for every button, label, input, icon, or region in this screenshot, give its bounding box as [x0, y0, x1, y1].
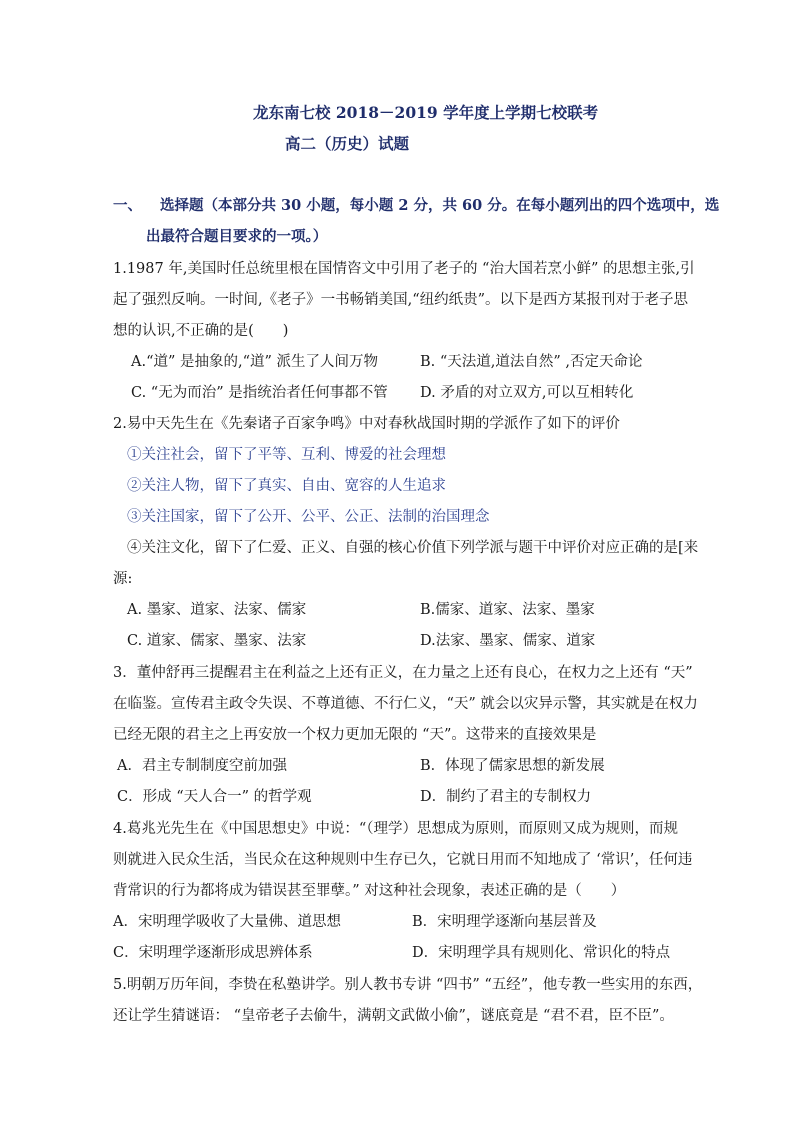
q2-option-c: C. 道家、儒家、墨家、法家: [127, 633, 307, 649]
q1-stem-line1: 1.1987 年,美国时任总统里根在国情咨文中引用了老子的 “治大国若烹小鲜” 的思想主张,引: [113, 261, 695, 277]
q2-item-2: ②关注人物，留下了真实、自由、宽容的人生追求: [127, 478, 446, 494]
q1-option-b: B. “天法道,道法自然” ,否定天命论: [420, 354, 643, 370]
q1-option-a: A.“道” 是抽象的,“道” 派生了人间万物: [131, 354, 379, 370]
q2-option-b: B.儒家、道家、法家、墨家: [420, 602, 595, 618]
q4-option-d: D．宋明理学具有规则化、常识化的特点: [412, 945, 671, 961]
q1-option-d: D. 矛盾的对立双方,可以互相转化: [420, 385, 634, 401]
q3-stem-line3: 已经无限的君主之上再安放一个权力更加无限的 “天”。这带来的直接效果是: [113, 727, 597, 743]
q4-stem-line2: 则就进入民众生活，当民众在这种规则中生存已久，它就日用而不知地成了 ‘常识’，任何违: [113, 852, 693, 868]
q3-stem-line2: 在临鉴。宣传君主政令失误、不尊道德、不行仁义，“天” 就会以灾异示警，其实就是在权力: [113, 696, 698, 712]
q2-item-1: ①关注社会，留下了平等、互利、博爱的社会理想: [127, 447, 446, 463]
q2-item-4: ④关注文化，留下了仁爱、正义、自强的核心价值下列学派与题干中评价对应正确的是[来: [127, 540, 699, 556]
section-heading-line1: 选择题（本部分共 30 小题，每小题 2 分，共 60 分。在每小题列出的四个选项中，选: [160, 197, 720, 214]
q3-option-c: C．形成 “天人合一” 的哲学观: [117, 789, 312, 805]
q1-stem-line2: 起了强烈反响。一时间,《老子》一书畅销美国,“纽约纸贵”。以下是西方某报刊对于老子思: [113, 292, 689, 308]
q3-option-b: B．体现了儒家思想的新发展: [420, 758, 605, 774]
section-heading-line2: 出最符合题目要求的一项。）: [146, 228, 328, 245]
q3-option-d: D．制约了君主的专制权力: [420, 789, 592, 805]
q4-option-b: B．宋明理学逐渐向基层普及: [412, 914, 597, 930]
q5-stem-line2: 还让学生猜谜语： “皇帝老子去偷牛，满朝文武做小偷”，谜底竟是 “君不君，臣不臣”。: [113, 1008, 674, 1024]
q4-stem-line1: 4.葛兆光先生在《中国思想史》中说：“（理学）思想成为原则，而原则又成为规则，而规: [113, 821, 678, 837]
q4-stem-line3: 背常识的行为都将成为错误甚至罪孽。” 对这种社会现象，表述正确的是（ ）: [113, 883, 626, 899]
exam-title: 龙东南七校 2018－2019 学年度上学期七校联考: [253, 103, 599, 122]
q3-option-a: A．君主专制制度空前加强: [117, 758, 287, 774]
q4-option-c: C．宋明理学逐渐形成思辨体系: [113, 945, 313, 961]
section-number: 一、: [113, 197, 142, 214]
q5-stem-line1: 5.明朝万历年间，李贽在私塾讲学。别人教书专讲 “四书” “五经”，他专教一些实用的东西，: [113, 977, 703, 993]
q2-stem-line1: 2.易中天先生在《先秦诸子百家争鸣》中对春秋战国时期的学派作了如下的评价: [113, 416, 620, 432]
exam-subtitle: 高二（历史）试题: [285, 134, 410, 153]
q2-option-d: D.法家、墨家、儒家、道家: [420, 633, 596, 649]
q1-option-c: C. “无为而治” 是指统治者任何事都不管: [131, 385, 388, 401]
q4-option-a: A．宋明理学吸收了大量佛、道思想: [113, 914, 341, 930]
q3-stem-line1: 3．董仲舒再三提醒君主在利益之上还有正义，在力量之上还有良心，在权力之上还有 “天”: [113, 665, 693, 681]
q2-item-3: ③关注国家，留下了公开、公平、公正、法制的治国理念: [127, 509, 490, 525]
q2-stem-tail: 源:: [113, 571, 133, 587]
q2-option-a: A. 墨家、道家、法家、儒家: [127, 602, 307, 618]
q1-stem-line3: 想的认识,不正确的是( ): [113, 323, 289, 339]
